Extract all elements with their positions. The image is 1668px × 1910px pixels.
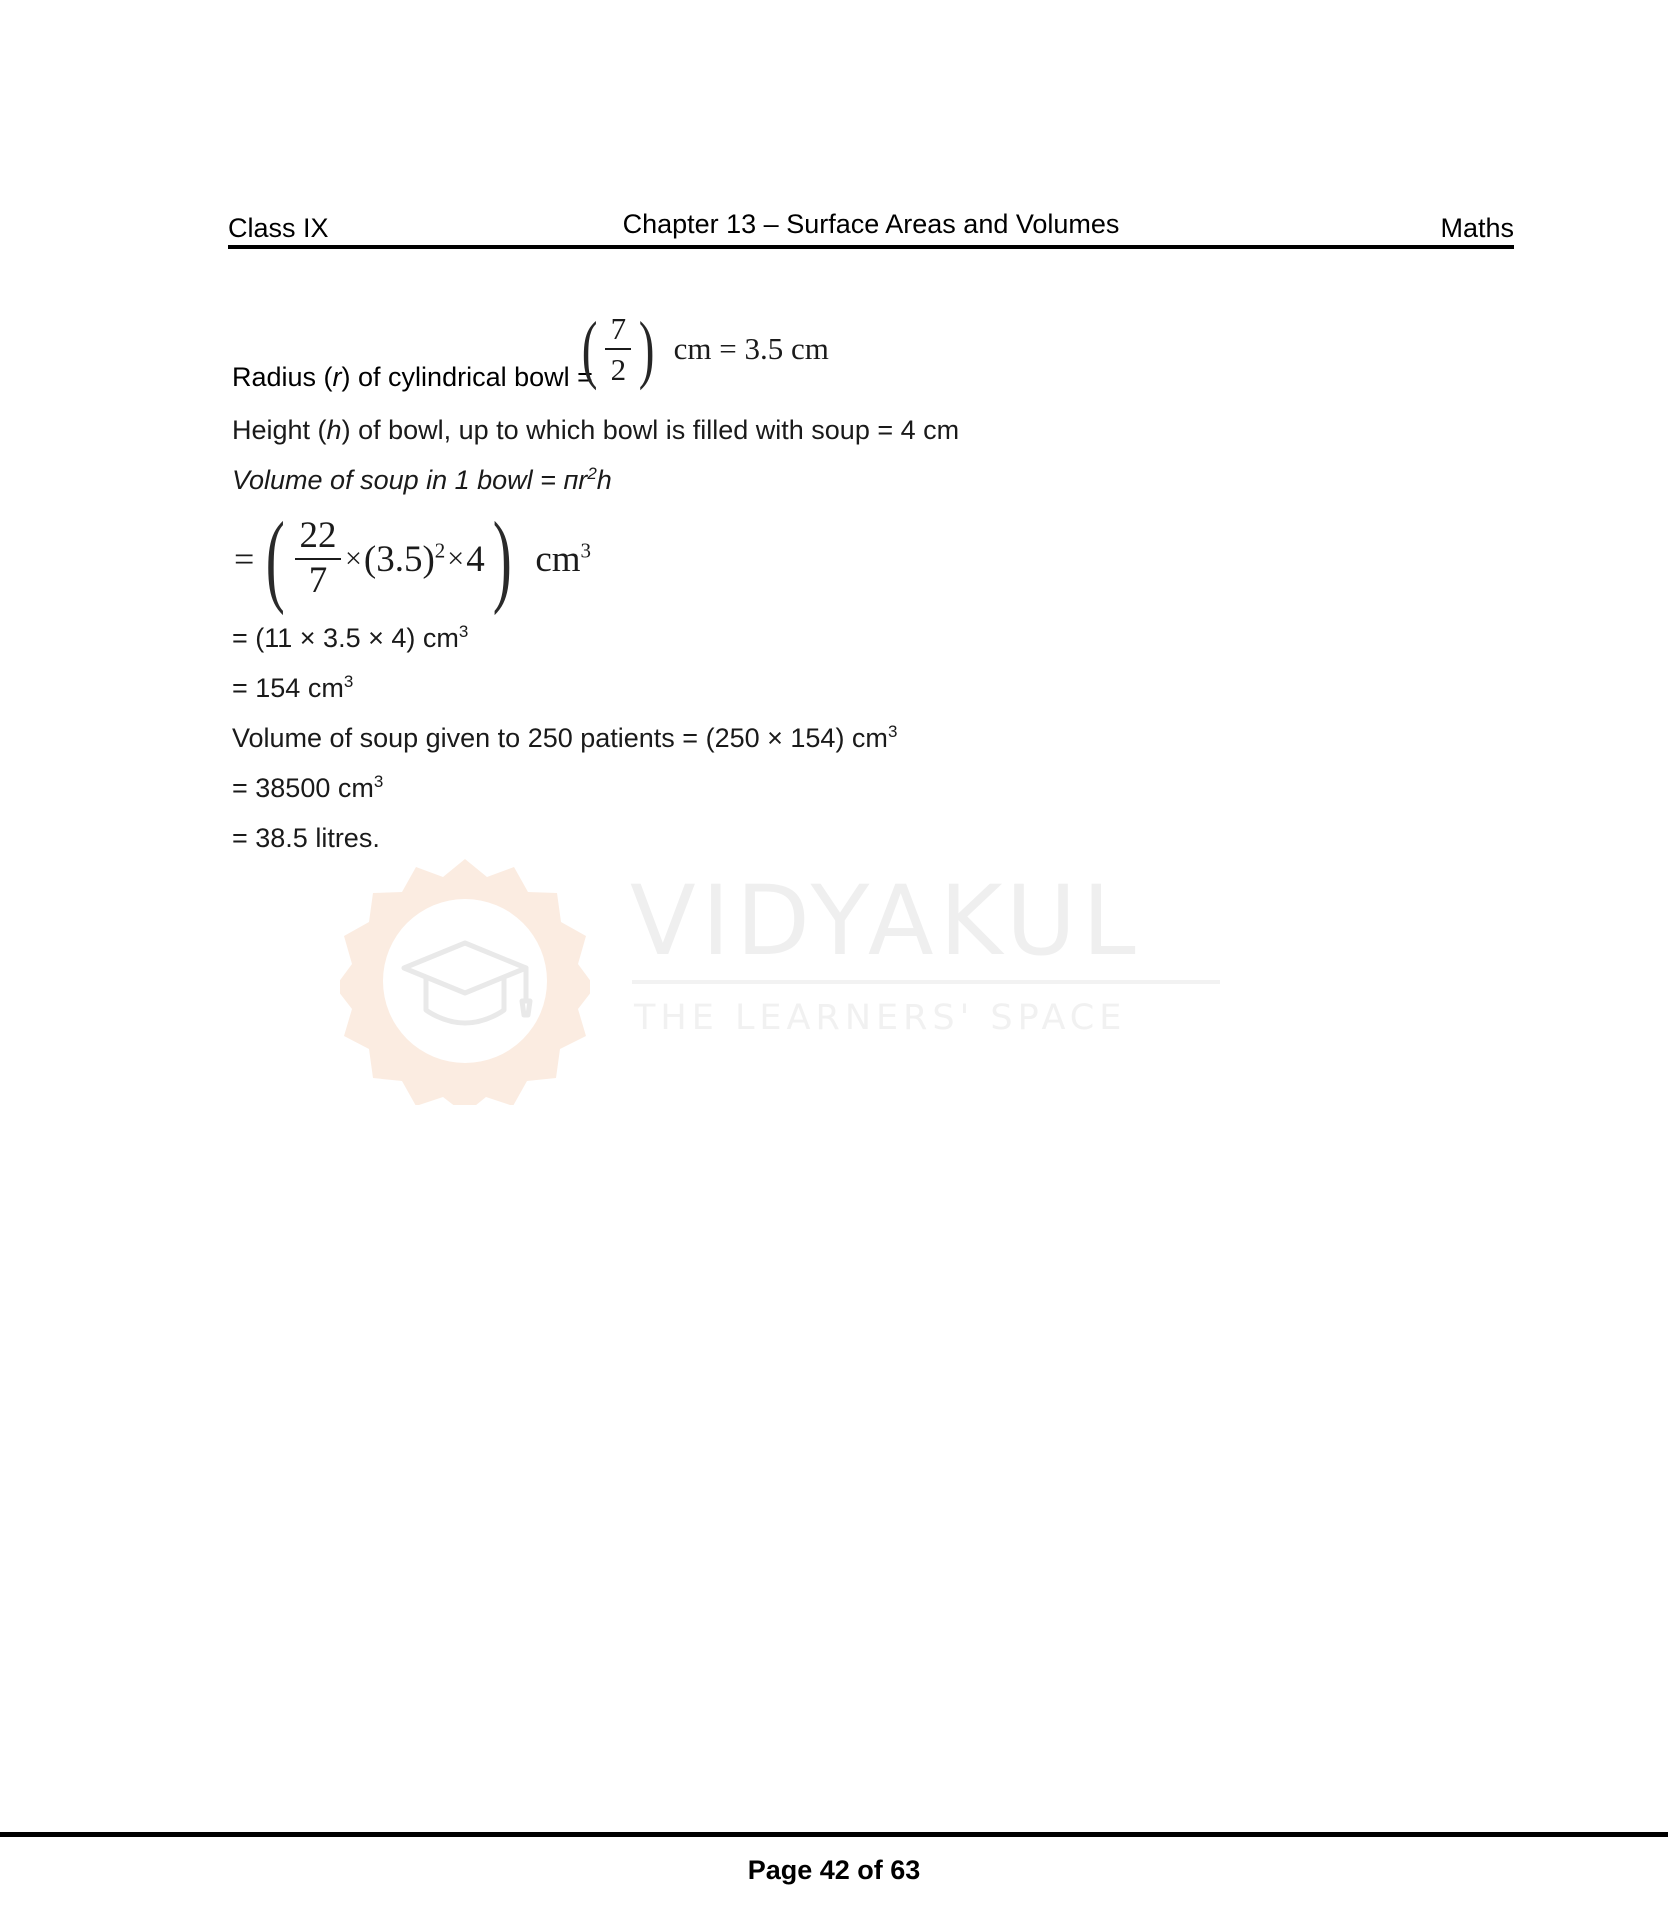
watermark-subtitle: THE LEARNERS' SPACE [634,997,1127,1038]
formula-term1-exponent: 2 [434,538,446,563]
formula-close-paren: ) [492,500,512,616]
vidyakul-watermark [330,845,1330,1115]
step-line [232,713,1502,763]
radius-fraction-expression [577,301,829,397]
badge-inner-circle [383,899,547,1063]
step-line-text: = 38.5 litres. [232,823,380,853]
radius-result-text: cm = 3.5 cm [673,331,829,366]
radius-line [232,285,1502,405]
formula-fraction-numerator: 22 [299,515,337,557]
watermark-divider [632,980,1220,984]
formula-fraction-22-7 [295,517,341,601]
height-line [232,405,1502,455]
formula-equals-sign: = [234,539,255,579]
sunburst-gear-shape [340,859,590,1105]
formula-unit-base: cm [535,538,581,580]
watermark-text-block [630,865,1330,1038]
formula-term-3point5 [364,538,445,581]
step-line-text: Volume of soup given to 250 patients = (250 × 154) cm [232,723,888,753]
page-header [228,205,1514,249]
step-line [232,663,1502,713]
footer-page-number: Page 42 of 63 [747,1855,921,1885]
height-variable-h: h [326,415,342,445]
fraction-bar [605,348,631,350]
formula-term1-base: (3.5) [363,538,435,580]
volume-line-post: h [596,465,612,495]
step-line-exponent: 3 [373,772,384,791]
radius-label-pre: Radius ( [232,362,333,392]
step-line-text: = (11 × 3.5 × 4) cm [232,623,459,653]
step-line [232,813,1502,863]
fraction-open-paren: ( [581,307,598,391]
step-line-text: = 154 cm [232,673,344,703]
fraction-close-paren: ) [639,307,655,391]
fraction-numerator: 7 [610,310,627,346]
formula-unit-cm [535,538,591,581]
header-subject-label: Maths [1440,213,1514,243]
watermark-badge-icon [340,855,590,1105]
radius-variable-r: r [332,362,342,392]
formula-times-2: × [447,542,465,575]
fraction-seven-halves [602,312,634,387]
formula-term-4: 4 [466,538,485,580]
step-line [232,613,1502,663]
footer-divider [0,1832,1668,1837]
formula-times-1: × [344,542,362,575]
radius-label [232,362,593,393]
step-line-text: = 38500 cm [232,773,374,803]
display-formula [232,500,1502,616]
height-line-post: ) of bowl, up to which bowl is filled with soup = 4 cm [341,415,960,445]
document-body [232,285,1502,863]
height-line-pre: Height ( [232,415,327,445]
header-class-label: Class IX [228,213,329,243]
volume-line-pre: Volume of soup in 1 bowl = пr [232,465,588,495]
step-line-exponent: 3 [458,622,469,641]
formula-open-paren: ( [266,500,286,616]
volume-line-exponent: 2 [587,464,597,483]
volume-formula-line [232,455,1502,505]
graduation-cap-icon [404,943,530,1023]
watermark-title: VIDYAKUL [630,865,1142,977]
step-line [232,763,1502,813]
formula-fraction-denominator: 7 [308,560,328,601]
radius-label-post: ) of cylindrical bowl = [341,362,593,392]
header-chapter-title: Chapter 13 – Surface Areas and Volumes [622,209,1120,239]
step-line-exponent: 3 [343,672,354,691]
step-line-exponent: 3 [887,722,898,741]
formula-unit-exponent: 3 [580,538,592,563]
fraction-denominator: 2 [610,352,627,387]
